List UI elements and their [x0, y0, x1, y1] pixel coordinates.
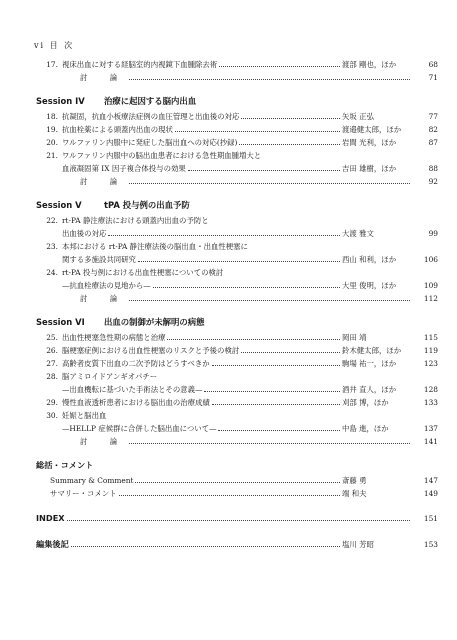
entry-title: 討 論	[80, 294, 128, 303]
session-title: tPA 投与例の出血予防	[104, 200, 190, 210]
toc-entry-discussion	[36, 435, 438, 448]
dot-leader	[167, 339, 340, 340]
entry-number: 21.	[46, 151, 58, 160]
entry-number: 22.	[46, 216, 58, 225]
entry-page: 141	[423, 437, 438, 446]
entry-title: 関する多施設共同研究	[62, 255, 136, 264]
toc-entry	[36, 266, 438, 279]
dot-leader	[129, 79, 410, 80]
entry-title: 妊娠と脳出血	[62, 411, 107, 420]
toc-entry	[36, 110, 438, 123]
dot-leader	[218, 430, 340, 431]
dot-leader	[212, 404, 340, 405]
entry-title: 出血後の対応	[62, 229, 107, 238]
toc-entry-discussion	[36, 292, 438, 305]
dot-leader	[204, 391, 340, 392]
entry-author: 中島 進，ほか	[342, 424, 389, 433]
toc-entry	[36, 227, 438, 240]
entry-page: 151	[423, 514, 438, 523]
toc-entry	[36, 422, 438, 435]
entry-author: 塩川 芳昭	[342, 540, 374, 549]
dot-leader	[67, 520, 410, 521]
entry-author: 端 和夫	[342, 489, 367, 498]
toc-entry	[36, 279, 438, 292]
dot-leader	[241, 118, 340, 119]
entry-page: 92	[428, 177, 438, 186]
entry-title: 慢性血液透析患者における脳出血の治療成績	[62, 398, 210, 407]
entry-page: 106	[423, 255, 438, 264]
index-group	[36, 512, 438, 526]
entry-page: 115	[423, 333, 438, 342]
entry-page: 77	[428, 112, 438, 121]
entry-author: 大渡 雅文	[342, 229, 374, 238]
entry-title: 討 論	[80, 73, 128, 82]
entry-title: 抗凝固，抗血小板療法症例の血圧管理と出血後の対応	[62, 112, 240, 121]
summary-entry	[36, 474, 438, 487]
entry-author: 矢坂 正弘	[342, 112, 374, 121]
toc-entry	[36, 370, 438, 383]
entry-author: 大里 俊明，ほか	[342, 281, 397, 290]
dot-leader	[108, 235, 340, 236]
toc-entry	[36, 383, 438, 396]
toc-entry-discussion	[36, 175, 438, 188]
entry-page: 87	[428, 138, 438, 147]
entry-title: サマリー・コメント	[50, 489, 117, 498]
entry-title: 出血性梗塞急性期の病態と治療	[62, 333, 166, 342]
entry-number: 24.	[46, 268, 58, 277]
toc-entry	[36, 136, 438, 149]
toc-entry	[36, 123, 438, 136]
index-title: INDEX	[36, 513, 65, 523]
dot-leader	[138, 261, 340, 262]
table-of-contents	[36, 58, 438, 552]
entry-title: rt-PA 投与例における出血性梗塞についての検討	[62, 268, 224, 277]
entry-number: 23.	[46, 242, 58, 251]
toc-entry	[36, 409, 438, 422]
entry-page: 112	[423, 294, 438, 303]
toc-entry	[36, 149, 438, 162]
entry-number: 18.	[46, 112, 58, 121]
dot-leader	[71, 546, 340, 547]
summary-heading	[36, 460, 438, 474]
entry-author: 斎藤 勇	[342, 476, 367, 485]
dot-leader	[129, 300, 410, 301]
dot-leader	[175, 131, 340, 132]
entry-title: 抗血栓薬による頭蓋内出血の現状	[62, 125, 173, 134]
entry-title: —出血機転に基づいた手術法とその意義—	[62, 385, 203, 394]
entry-title: —抗血栓療法の見地から—	[62, 281, 151, 290]
entry-number: 25.	[46, 333, 58, 342]
session-label: Session V	[36, 200, 82, 210]
toc-entry	[36, 344, 438, 357]
summary-heading-text: 総括・コメント	[36, 460, 94, 470]
entry-page: 99	[428, 229, 438, 238]
session-title: 出血の制御が未解明の病態	[104, 317, 205, 327]
entry-author: 鈴木健太郎，ほか	[342, 346, 402, 355]
session-title: 治療に起因する脳内出血	[104, 96, 197, 106]
entry-number: 29.	[46, 398, 58, 407]
dot-leader	[212, 365, 340, 366]
session-heading	[36, 199, 438, 214]
entry-page: 119	[423, 346, 438, 355]
afterword-group	[36, 538, 438, 552]
entry-number: 17.	[46, 60, 58, 69]
entry-title: ワルファリン内服中の脳出血患者における急性期血腫増大と	[62, 151, 262, 160]
running-head: vi 目 次	[34, 41, 75, 50]
entry-author: 岡田 靖	[342, 333, 367, 342]
entry-title: 本邦における rt-PA 静注療法後の脳出血・出血性梗塞に	[62, 242, 248, 251]
entry-title: 討 論	[80, 177, 128, 186]
entry-title: 脳アミロイドアンギオパチー	[62, 372, 158, 381]
entry-title: ワルファリン内服中に発症した脳出血への対応(抄録)	[62, 138, 238, 147]
afterword-entry	[36, 538, 438, 552]
dot-leader	[119, 495, 340, 496]
entry-number: 30.	[46, 411, 58, 420]
entry-title: —HELLP 症候群に合併した脳出血について—	[62, 424, 217, 433]
entry-number: 26.	[46, 346, 58, 355]
sessions	[36, 95, 438, 448]
dot-leader	[129, 443, 410, 444]
entry-title: 視床出血に対する経脳室的内視鏡下血腫除去術	[62, 60, 218, 69]
toc-entry	[36, 331, 438, 344]
entry-author: 酒井 直人，ほか	[342, 385, 397, 394]
entry-page: 147	[423, 476, 438, 485]
entry-page: 88	[428, 164, 438, 173]
dot-leader	[129, 183, 410, 184]
session-label: Session VI	[36, 317, 85, 327]
entry-author: 西山 和利，ほか	[342, 255, 397, 264]
entry-author: 吉田 雄樹，ほか	[342, 164, 397, 173]
entry-title: 討 論	[80, 437, 128, 446]
summary-group	[36, 460, 438, 500]
dot-leader	[239, 144, 340, 145]
entry-number: 27.	[46, 359, 58, 368]
entry-page: 82	[428, 125, 438, 134]
toc-entry	[36, 58, 438, 71]
toc-entry-discussion	[36, 71, 438, 84]
dot-leader	[153, 287, 340, 288]
entry-author: 刈部 博，ほか	[342, 398, 389, 407]
entry-page: 149	[423, 489, 438, 498]
entry-author: 岩間 光利，ほか	[342, 138, 397, 147]
summary-entry	[36, 487, 438, 500]
toc-entry	[36, 396, 438, 409]
entry-author: 渡邉健太郎，ほか	[342, 125, 402, 134]
entry-title: 脳梗塞症例における出血性梗塞のリスクと予後の検討	[62, 346, 240, 355]
entry-author: 駒場 祐一，ほか	[342, 359, 397, 368]
entry-page: 153	[423, 540, 438, 549]
dot-leader	[219, 66, 340, 67]
entry-title: 血液凝固第 IX 因子複合体投与の効果	[62, 164, 186, 173]
entry-page: 71	[428, 73, 438, 82]
entry-number: 28.	[46, 372, 58, 381]
entry-page: 123	[423, 359, 438, 368]
dot-leader	[135, 482, 340, 483]
entry-page: 133	[423, 398, 438, 407]
toc-entry	[36, 162, 438, 175]
entry-title: Summary & Comment	[50, 476, 134, 485]
entry-page: 68	[428, 60, 438, 69]
toc-entry	[36, 357, 438, 370]
session-label: Session IV	[36, 96, 85, 106]
dot-leader	[188, 170, 340, 171]
afterword-title: 編集後記	[36, 539, 69, 549]
toc-entry	[36, 214, 438, 227]
dot-leader	[241, 352, 340, 353]
entry-page: 109	[423, 281, 438, 290]
session-heading	[36, 95, 438, 110]
toc-entry	[36, 253, 438, 266]
session-heading	[36, 316, 438, 331]
entry-page: 128	[423, 385, 438, 394]
toc-entry	[36, 240, 438, 253]
entry-author: 渡部 剛也，ほか	[342, 60, 397, 69]
index-entry	[36, 512, 438, 526]
entry-title: 高齢者皮質下出血の二次予防はどうすべきか	[62, 359, 210, 368]
entry-number: 20.	[46, 138, 58, 147]
entry-title: rt-PA 静注療法における頭蓋内出血の予防と	[62, 216, 209, 225]
entry-page: 137	[423, 424, 438, 433]
entry-number: 19.	[46, 125, 58, 134]
